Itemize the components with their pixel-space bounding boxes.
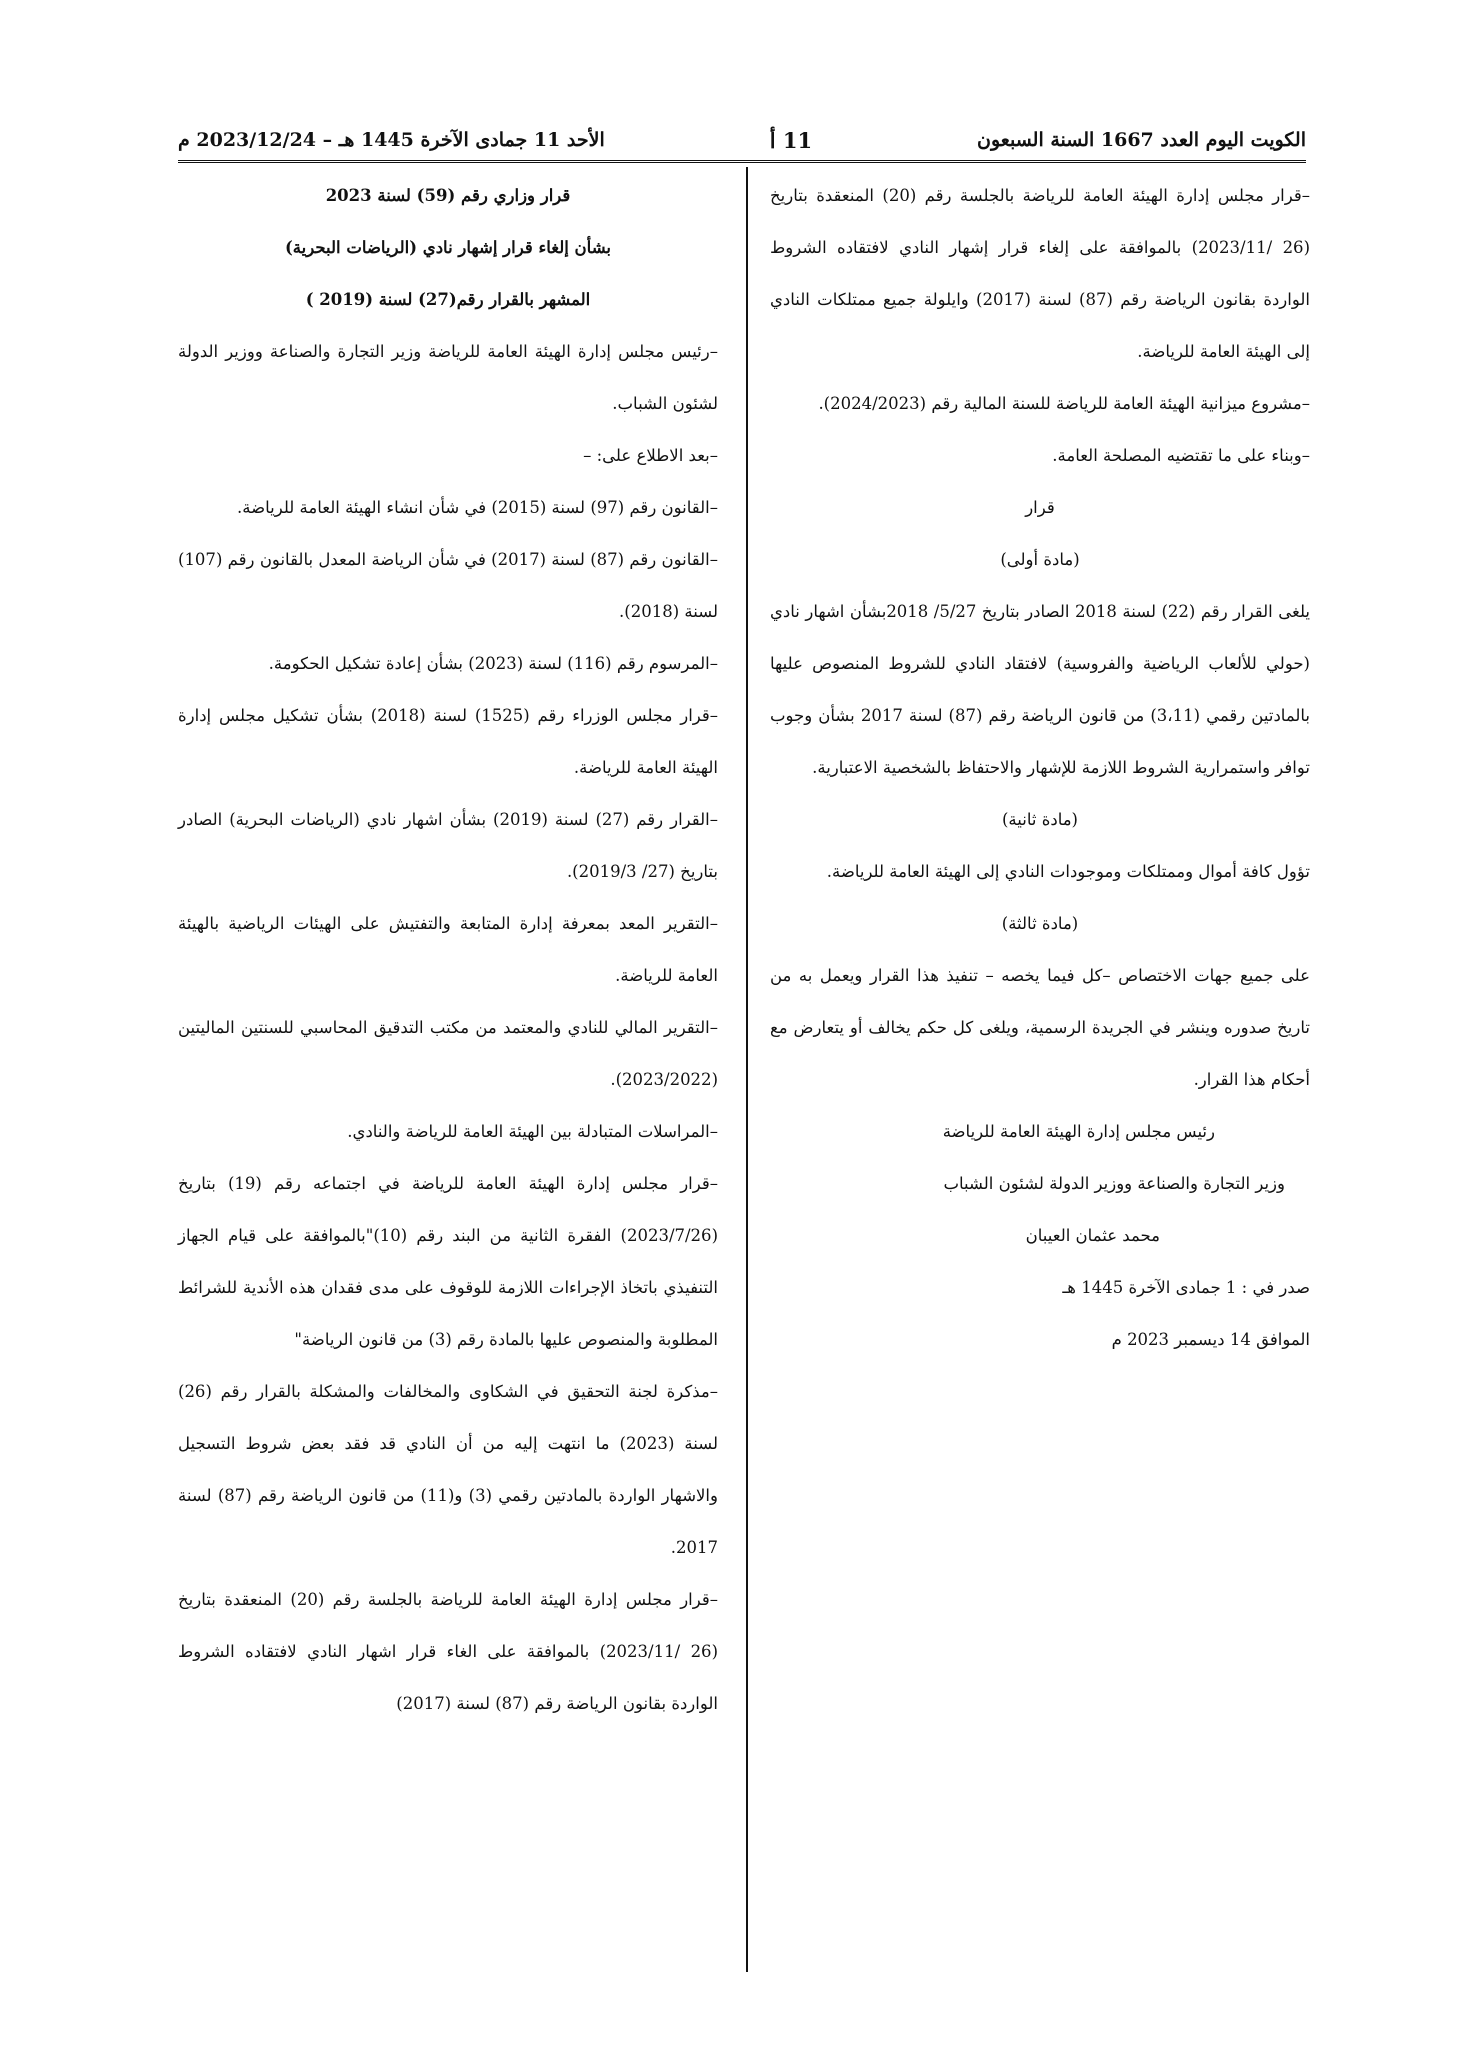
recital-paragraph: –القرار رقم (27) لسنة (2019) بشأن اشهار نادي (الرياضات البحرية) الصادر بتاريخ (27/ 2019/3).: [178, 810, 718, 881]
issued-gregorian-date: الموافق 14 ديسمبر 2023 م: [1111, 1330, 1310, 1349]
recital-paragraph: –المرسوم رقم (116) لسنة (2023) بشأن إعادة تشكيل الحكومة.: [268, 654, 718, 673]
header-page-number: 11 أ: [769, 127, 813, 153]
recital-paragraph: –قرار مجلس الوزراء رقم (1525) لسنة (2018) بشأن تشكيل مجلس إدارة الهيئة العامة للرياضة.: [178, 706, 719, 777]
right-column: [770, 170, 1310, 1366]
decree-subject: بشأن إلغاء قرار إشهار نادي (الرياضات البحرية): [284, 238, 612, 257]
decision-label: قرار: [1025, 498, 1055, 517]
signature-title: رئيس مجلس إدارة الهيئة العامة للرياضة: [942, 1122, 1215, 1141]
page-header: [178, 120, 1306, 160]
recital-paragraph: –التقرير المالي للنادي والمعتمد من مكتب التدقيق المحاسبي للسنتين الماليتين (2023/2022).: [178, 1018, 718, 1089]
article-1-text: يلغى القرار رقم (22) لسنة 2018 الصادر بتاريخ 5/27/ 2018بشأن اشهار نادي (حولي للألعاب الرياضية والفروسية) لافتقاد النادي للشروط المنصوص عليها بالمادتين رقمي (3،11) من قانون الرياضة رقم (87) لسنة 2017 بشأن وجوب توافر واستمرارية الشروط اللازمة للإشهار والاحتفاظ بالشخصية الاعتبارية.: [770, 602, 1311, 777]
decree-title: قرار وزاري رقم (59) لسنة 2023: [325, 186, 571, 205]
preamble-paragraph: –مشروع ميزانية الهيئة العامة للرياضة للسنة المالية رقم (2024/2023).: [818, 394, 1310, 413]
recital-paragraph: –المراسلات المتبادلة بين الهيئة العامة للرياضة والنادي.: [347, 1122, 718, 1141]
issued-hijri-date: صدر في : 1 جمادى الآخرة 1445 هـ: [1062, 1278, 1310, 1297]
recital-paragraph: –مذكرة لجنة التحقيق في الشكاوى والمخالفات والمشكلة بالقرار رقم (26) لسنة (2023) ما انتهت إليه من أن النادي قد فقد بعض شروط التسجيل والاشهار الواردة بالمادتين رقمي (3) و(11) من قانون الرياضة رقم (87) لسنة 2017.: [178, 1382, 718, 1557]
article-3-text: على جميع جهات الاختصاص –كل فيما يخصه – تنفيذ هذا القرار ويعمل به من تاريخ صدوره وينشر في الجريدة الرسمية، ويلغى كل حكم يخالف أو يتعارض مع أحكام هذا القرار.: [770, 966, 1310, 1089]
decree-subject-reference: المشهر بالقرار رقم(27) لسنة (2019 ): [305, 290, 591, 309]
recital-paragraph: –قرار مجلس إدارة الهيئة العامة للرياضة في اجتماعه رقم (19) بتاريخ (2023/7/26) الفقرة الثانية من البند رقم (10)"بالموافقة على قيام الجهاز التنفيذي باتخاذ الإجراءات اللازمة للوقوف على مدى فقدان هذه الأندية للشرائط المطلوبة والمنصوص عليها بالمادة رقم (3) من قانون الرياضة": [178, 1174, 718, 1349]
recital-paragraph: –القانون رقم (97) لسنة (2015) في شأن انشاء الهيئة العامة للرياضة.: [237, 498, 718, 517]
article-3-label: (مادة ثالثة): [1001, 914, 1079, 933]
recital-paragraph: –التقرير المعد بمعرفة إدارة المتابعة والتفتيش على الهيئات الرياضية بالهيئة العامة للرياضة.: [178, 914, 718, 985]
article-2-label: (مادة ثانية): [1001, 810, 1078, 829]
header-gazette-issue: الكويت اليوم العدد 1667 السنة السبعون: [977, 129, 1306, 151]
recital-paragraph: –قرار مجلس إدارة الهيئة العامة للرياضة بالجلسة رقم (20) المنعقدة بتاريخ (26 /2023/11) بالموافقة على الغاء قرار اشهار النادي لافتقاده الشروط الواردة بقانون الرياضة رقم (87) لسنة (2017): [178, 1590, 719, 1713]
column-divider: [746, 167, 748, 1972]
header-rule: [178, 160, 1306, 163]
recital-paragraph: –بعد الاطلاع على: –: [583, 446, 718, 465]
left-column: [178, 170, 718, 1730]
recital-paragraph: –رئيس مجلس إدارة الهيئة العامة للرياضة وزير التجارة والصناعة ووزير الدولة لشئون الشباب.: [178, 342, 718, 413]
article-1-label: (مادة أولى): [1000, 550, 1080, 569]
signature-minister-title: وزير التجارة والصناعة ووزير الدولة لشئون الشباب: [943, 1174, 1285, 1193]
preamble-paragraph: –وبناء على ما تقتضيه المصلحة العامة.: [1052, 446, 1310, 465]
preamble-paragraph: –قرار مجلس إدارة الهيئة العامة للرياضة بالجلسة رقم (20) المنعقدة بتاريخ (26 /2023/11) بالموافقة على إلغاء قرار إشهار النادي لافتقاده الشروط الواردة بقانون الرياضة رقم (87) لسنة (2017) وايلولة جميع ممتلكات النادي إلى الهيئة العامة للرياضة.: [770, 186, 1311, 361]
recital-paragraph: –القانون رقم (87) لسنة (2017) في شأن الرياضة المعدل بالقانون رقم (107) لسنة (2018).: [178, 550, 719, 621]
signature-name: محمد عثمان العيبان: [1025, 1226, 1160, 1245]
article-2-text: تؤول كافة أموال وممتلكات وموجودات النادي إلى الهيئة العامة للرياضة.: [826, 862, 1310, 881]
header-date: الأحد 11 جمادى الآخرة 1445 هـ – 2023/12/24 م: [178, 129, 605, 151]
